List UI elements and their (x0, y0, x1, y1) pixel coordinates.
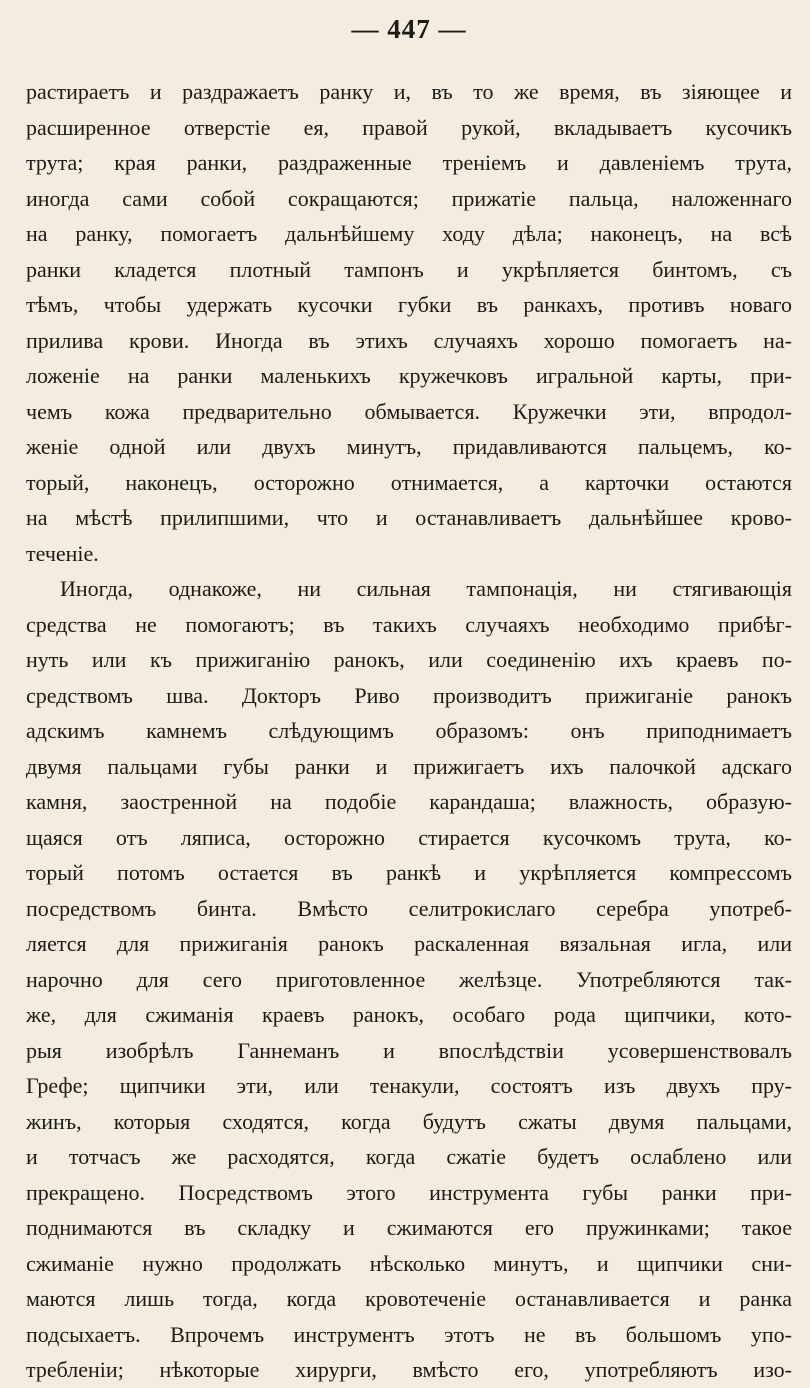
text-line: рыя изобрѣлъ Ганнеманъ и впослѣдствіи усовершенствовалъ (26, 1037, 792, 1063)
text-line: жинъ, которыя сходятся, когда будутъ сжаты двумя пальцами, (26, 1108, 792, 1134)
body-text (26, 74, 792, 1388)
text-line: на ранку, помогаетъ дальнѣйшему ходу дѣла; наконецъ, на всѣ (26, 221, 792, 246)
text-line: иногда сами собой сокращаются; прижатіе пальца, наложеннаго (26, 185, 792, 211)
paragraph-first-line: Иногда, однакоже, ни сильная тампонація, ни стягивающія (60, 576, 792, 601)
text-line: расширенное отверстіе ея, правой рукой, вкладываетъ кусочикъ (26, 114, 792, 140)
text-line: же, для сжиманія краевъ ранокъ, особаго рода щипчики, кото- (26, 1002, 792, 1027)
text-line: двумя пальцами губы ранки и прижигаетъ ихъ палочкой адскаго (26, 753, 792, 779)
text-line: поднимаются въ складку и сжимаются его пружинками; такое (26, 1215, 792, 1240)
text-line: тѣмъ, чтобы удержать кусочки губки въ ранкахъ, противъ новаго (26, 292, 792, 317)
text-line: щаяся отъ ляписа, осторожно стирается кусочкомъ трута, ко- (26, 824, 792, 850)
text-line: Грефе; щипчики эти, или тенакули, состоятъ изъ двухъ пру- (26, 1073, 792, 1098)
text-line: растираетъ и раздражаетъ ранку и, въ то же время, въ зіяющее и (26, 79, 792, 104)
text-line: посредствомъ бинта. Вмѣсто селитрокислаго серебра употреб- (26, 895, 792, 921)
text-line: ранки кладется плотный тампонъ и укрѣпляется бинтомъ, съ (26, 256, 792, 282)
text-line: сжиманіе нужно продолжать нѣсколько минутъ, и щипчики сни- (26, 1250, 792, 1276)
text-line: прекращено. Посредствомъ этого инструмента губы ранки при- (26, 1179, 792, 1205)
text-line: маются лишь тогда, когда кровотеченіе останавливается и ранка (26, 1286, 792, 1311)
text-line: нуть или къ прижиганію ранокъ, или соединенію ихъ краевъ по- (26, 647, 792, 672)
text-line: прилива крови. Иногда въ этихъ случаяхъ хорошо помогаетъ на- (26, 327, 792, 353)
text-line: камня, заостренной на подобіе карандаша; влажность, образую- (26, 789, 792, 814)
text-line: на мѣстѣ прилипшими, что и останавливаетъ дальнѣйшее крово- (26, 505, 792, 530)
text-line: и тотчасъ же расходятся, когда сжатіе будетъ ослаблено или (26, 1144, 792, 1169)
text-line: ложеніе на ранки маленькихъ кружечковъ игральной карты, при- (26, 363, 792, 388)
text-line: торый, наконецъ, осторожно отнимается, а карточки остаются (26, 469, 792, 495)
text-line: трута; края ранки, раздраженные треніемъ и давленіемъ трута, (26, 150, 792, 175)
text-line: теченіе. (26, 540, 99, 566)
text-line: средствомъ шва. Докторъ Риво производитъ прижиганіе ранокъ (26, 682, 792, 708)
text-line: чемъ кожа предварительно обмывается. Кружечки эти, впродол- (26, 398, 792, 424)
page-number: — 447 — (351, 14, 467, 44)
text-line: требленіи; нѣкоторые хирурги, вмѣсто его, употребляютъ изо- (26, 1357, 792, 1382)
text-line: ляется для прижиганія ранокъ раскаленная вязальная игла, или (26, 931, 792, 956)
text-line: средства не помогаютъ; въ такихъ случаяхъ необходимо прибѣг- (26, 611, 792, 637)
text-line: адскимъ камнемъ слѣдующимъ образомъ: онъ приподнимаетъ (26, 718, 792, 743)
text-line: торый потомъ остается въ ранкѣ и укрѣпляется компрессомъ (26, 860, 792, 885)
text-line: подсыхаетъ. Впрочемъ инструментъ этотъ не въ большомъ упо- (26, 1321, 792, 1347)
text-line: нарочно для сего приготовленное желѣзце. Употребляются так- (26, 966, 792, 992)
text-line: женіе одной или двухъ минутъ, придавливаются пальцемъ, ко- (26, 434, 792, 459)
